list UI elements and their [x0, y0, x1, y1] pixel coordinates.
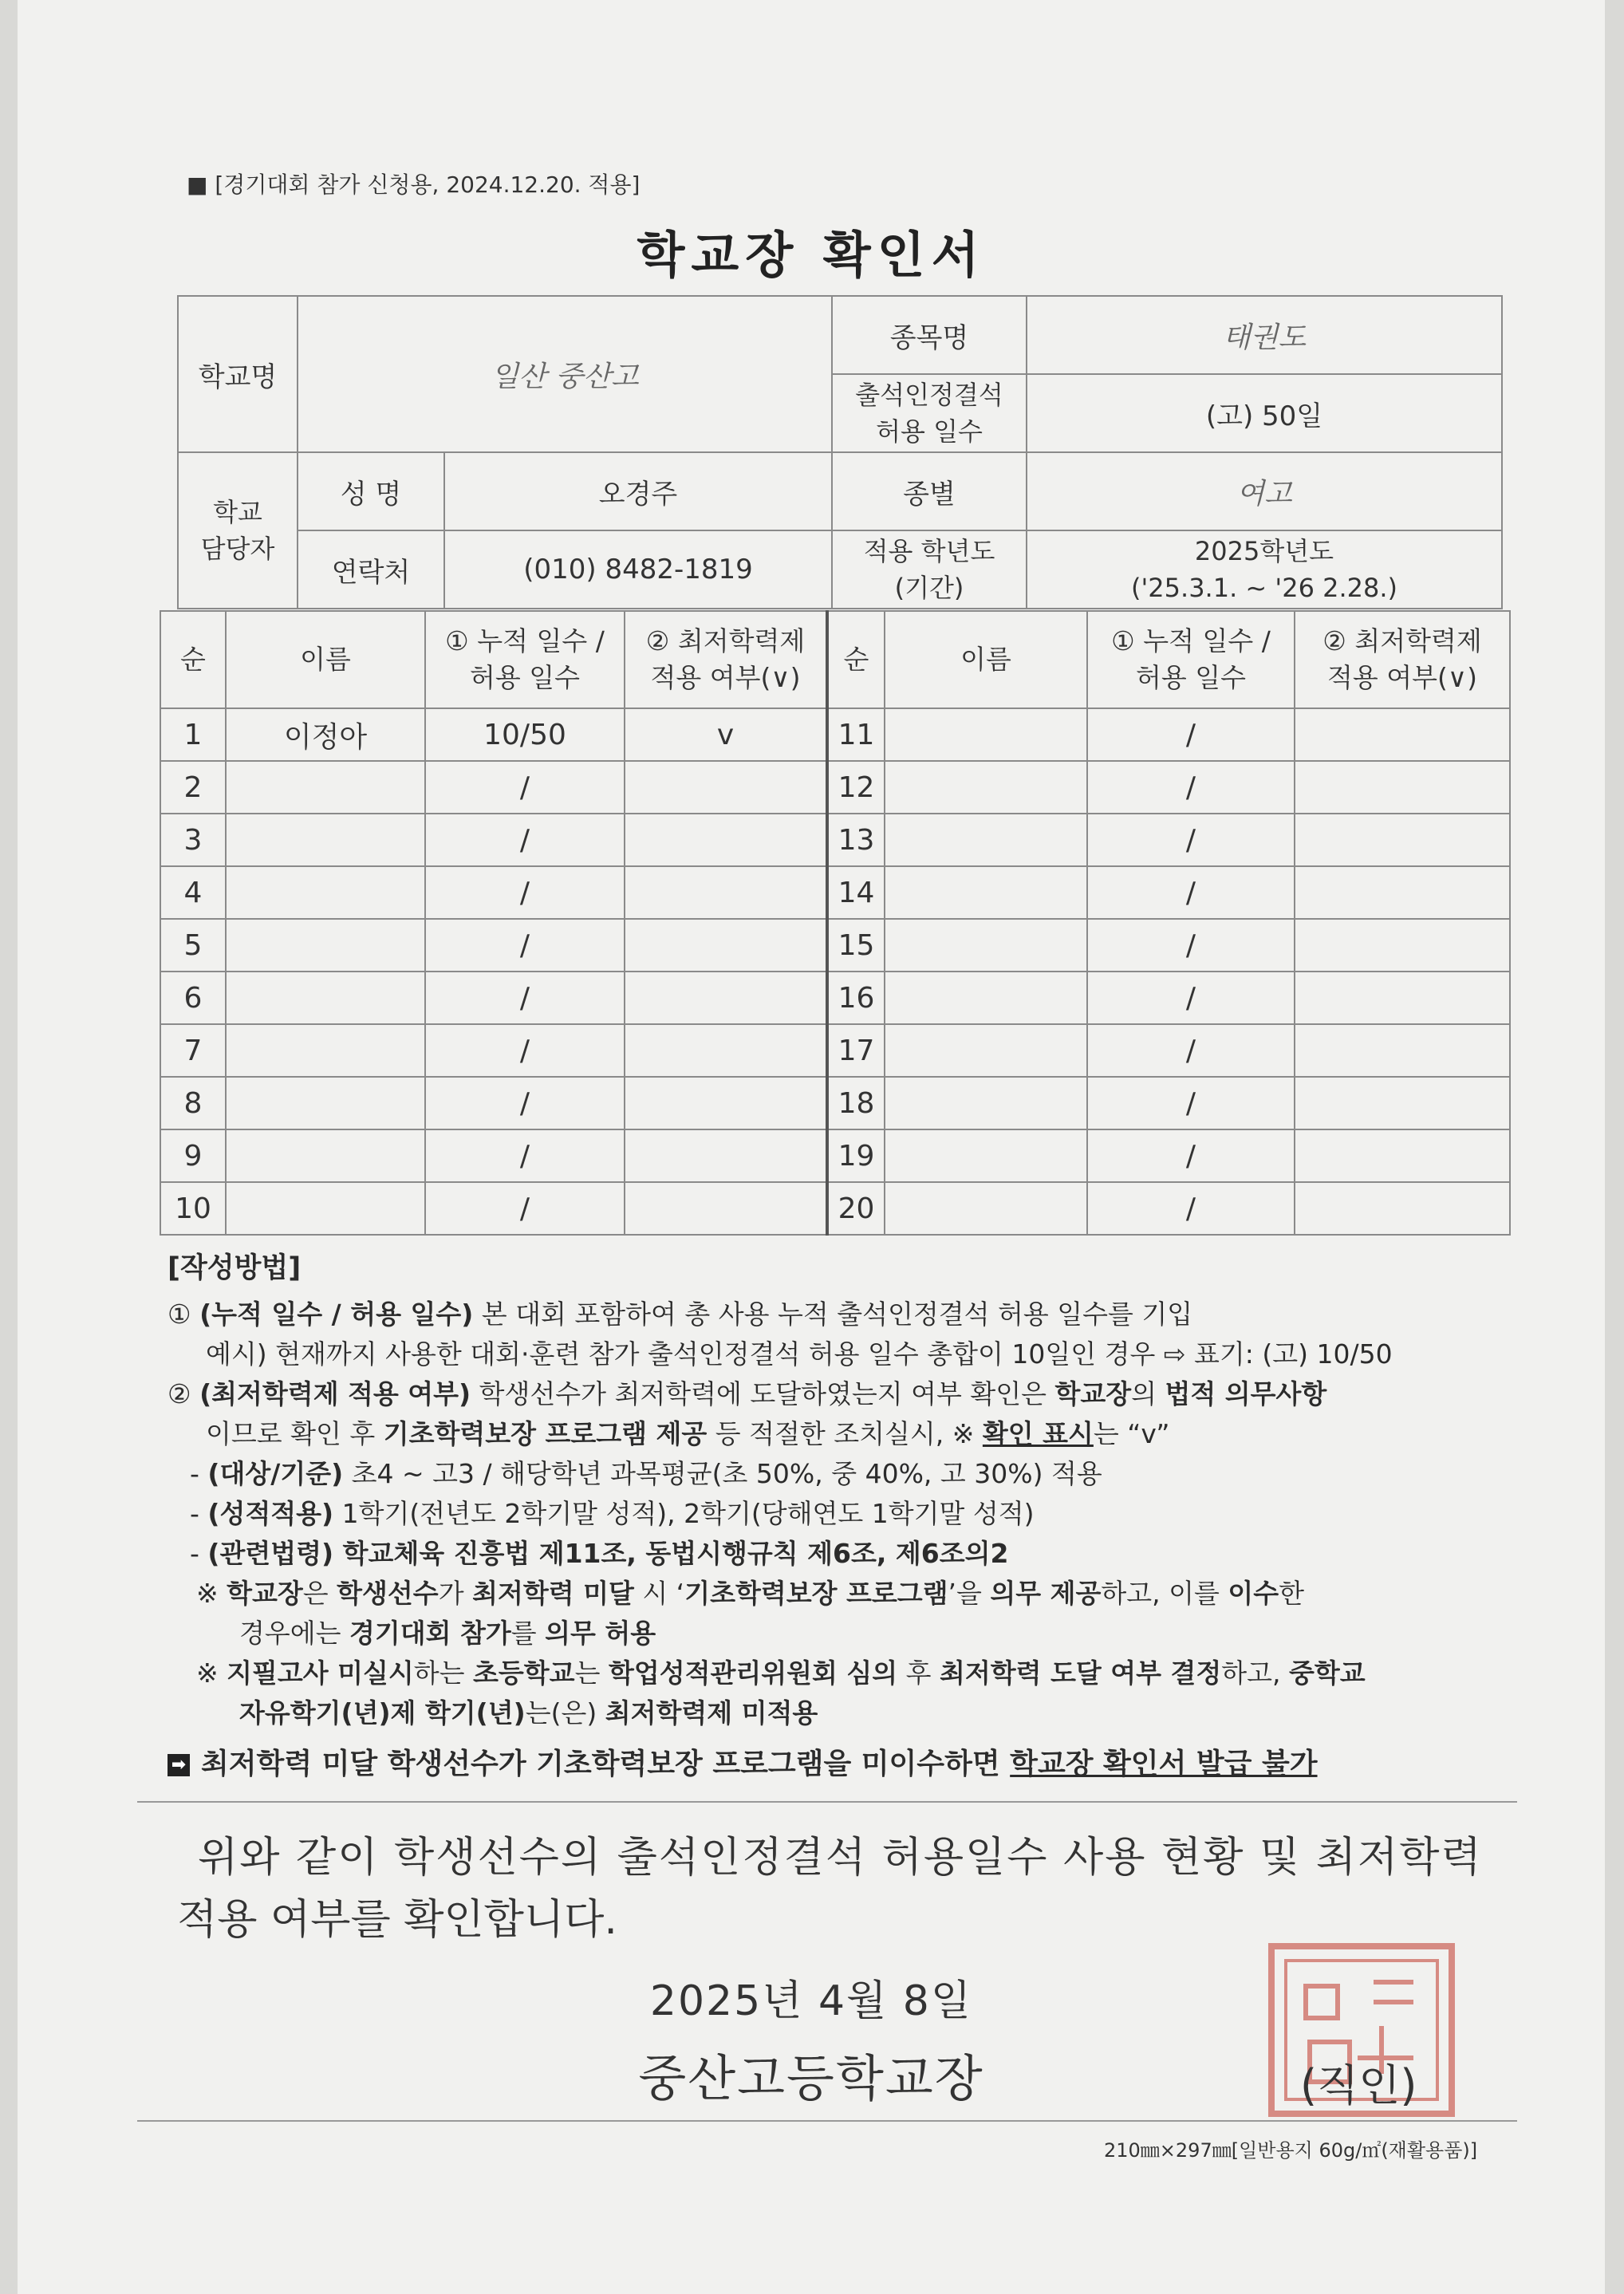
method-target: - (대상/기준) 초4 ~ 고3 / 해당학년 과목평균(초 50%, 중 40%, 고 30%) 적용: [190, 1458, 1102, 1489]
arrow-box-icon: ➡: [168, 1754, 190, 1776]
table-row: [160, 919, 1510, 972]
table-row: [160, 1024, 1510, 1077]
document-title: 학교장 확인서: [637, 226, 986, 284]
method-item-1-example: 예시) 현재까지 사용한 대회·훈련 참가 출석인정결석 허용 일수 총합이 10일인 경우 ⇨ 표기: (고) 10/50: [206, 1338, 1393, 1370]
col-name-left: 이름: [226, 611, 425, 708]
document-paper: [18, 0, 1605, 2294]
roster-cell-name: [885, 814, 1087, 866]
roster-cell-days: /: [1087, 1024, 1295, 1077]
roster-cell-min: [1295, 1024, 1510, 1077]
roster-cell-days: /: [1087, 1077, 1295, 1129]
roster-cell-days: /: [1087, 761, 1295, 814]
person-name-value: 오경주: [444, 452, 832, 530]
roster-cell-no: 15: [827, 919, 885, 972]
roster-cell-days: /: [425, 919, 625, 972]
roster-cell-name: [226, 1024, 425, 1077]
roster-cell-min: [625, 814, 827, 866]
roster-cell-no: 14: [827, 866, 885, 919]
roster-cell-days: /: [425, 1024, 625, 1077]
school-year-label: 적용 학년도 (기간): [832, 530, 1027, 609]
table-row: [160, 1182, 1510, 1235]
seal-label: (직인): [1300, 2060, 1417, 2111]
table-row: [160, 814, 1510, 866]
col-no-right: 순: [827, 611, 885, 708]
roster-cell-min: [1295, 814, 1510, 866]
roster-cell-min: [1295, 1182, 1510, 1235]
roster-cell-name: 이정아: [226, 708, 425, 761]
sport-label: 종목명: [832, 296, 1027, 374]
method-note-2: ※ 지필고사 미실시하는 초등학교는 학업성적관리위원회 심의 후 최저학력 도달 여부 결정하고, 중학교: [196, 1657, 1366, 1689]
roster-cell-min: [625, 761, 827, 814]
table-row: [160, 1077, 1510, 1129]
roster-cell-min: [1295, 972, 1510, 1024]
roster-cell-min: [1295, 761, 1510, 814]
roster-cell-no: 4: [160, 866, 226, 919]
allowed-days-value: (고) 50일: [1027, 374, 1502, 452]
roster-cell-no: 9: [160, 1129, 226, 1182]
col-days-left: ① 누적 일수 / 허용 일수: [425, 611, 625, 708]
roster-cell-name: [885, 1182, 1087, 1235]
roster-cell-days: /: [425, 866, 625, 919]
col-min-right: ② 최저학력제 적용 여부(∨): [1295, 611, 1510, 708]
roster-cell-no: 20: [827, 1182, 885, 1235]
gender-value: 여고: [1027, 452, 1502, 530]
roster-cell-days: /: [425, 972, 625, 1024]
roster-cell-min: [625, 1077, 827, 1129]
roster-cell-name: [226, 1129, 425, 1182]
method-item-1: ① (누적 일수 / 허용 일수) 본 대회 포함하여 총 사용 누적 출석인정결석 허용 일수를 기입: [168, 1299, 1193, 1330]
roster-cell-no: 3: [160, 814, 226, 866]
roster-cell-no: 10: [160, 1182, 226, 1235]
roster-cell-days: /: [425, 814, 625, 866]
roster-cell-name: [226, 972, 425, 1024]
roster-cell-days: /: [425, 761, 625, 814]
roster-cell-name: [885, 972, 1087, 1024]
roster-cell-min: [625, 972, 827, 1024]
phone-value: (010) 8482-1819: [444, 530, 832, 609]
school-year-value: 2025학년도 ('25.3.1. ~ '26 2.28.): [1027, 530, 1502, 609]
writing-method-section: [168, 1248, 1516, 1784]
roster-cell-min: [625, 1024, 827, 1077]
roster-cell-name: [226, 814, 425, 866]
table-row: [160, 972, 1510, 1024]
roster-cell-min: [625, 1129, 827, 1182]
method-item-2: ② (최저학력제 적용 여부) 학생선수가 최저학력에 도달하였는지 여부 확인은 학교장의 법적 의무사항: [168, 1378, 1327, 1409]
roster-cell-min: [1295, 708, 1510, 761]
roster-cell-days: /: [425, 1129, 625, 1182]
roster-cell-name: [885, 866, 1087, 919]
gender-label: 종별: [832, 452, 1027, 530]
method-note-2-cont: 자유학기(년)제 학기(년)는(은) 최저학력제 미적용: [239, 1697, 818, 1728]
allowed-days-label: 출석인정결석 허용 일수: [832, 374, 1027, 452]
table-row: [160, 761, 1510, 814]
col-name-right: 이름: [885, 611, 1087, 708]
roster-cell-days: /: [1087, 919, 1295, 972]
school-name-value: 일산 중산고: [298, 296, 832, 452]
table-row: [160, 1129, 1510, 1182]
roster-cell-days: /: [425, 1077, 625, 1129]
roster-cell-min: [625, 1182, 827, 1235]
paper-spec-footer: 210㎜×297㎜[일반용지 60g/㎡(재활용품)]: [1104, 2139, 1478, 2162]
roster-cell-no: 19: [827, 1129, 885, 1182]
divider-line: [137, 1801, 1517, 1803]
roster-cell-name: [885, 1129, 1087, 1182]
col-days-right: ① 누적 일수 / 허용 일수: [1087, 611, 1295, 708]
roster-cell-no: 11: [827, 708, 885, 761]
phone-label: 연락처: [298, 530, 444, 609]
roster-cell-no: 18: [827, 1077, 885, 1129]
method-law: - (관련법령) 학교체육 진흥법 제11조, 동법시행규칙 제6조, 제6조의2: [190, 1538, 1009, 1569]
method-item-2-cont: 이므로 확인 후 기초학력보장 프로그램 제공 등 적절한 조치실시, ※ 확인 표시는 “v”: [206, 1418, 1170, 1449]
roster-cell-no: 7: [160, 1024, 226, 1077]
roster-cell-no: 2: [160, 761, 226, 814]
confirmation-statement: 위와 같이 학생선수의 출석인정결석 허용일수 사용 현황 및 최저학력 적용 여부를 확인합니다.: [177, 1834, 1483, 1944]
roster-cell-name: [885, 761, 1087, 814]
roster-cell-days: /: [1087, 1129, 1295, 1182]
roster-cell-name: [226, 1077, 425, 1129]
table-row: [160, 708, 1510, 761]
roster-cell-no: 6: [160, 972, 226, 1024]
roster-cell-name: [226, 919, 425, 972]
roster-cell-days: 10/50: [425, 708, 625, 761]
roster-cell-days: /: [1087, 866, 1295, 919]
roster-cell-no: 5: [160, 919, 226, 972]
footer-line: [137, 2120, 1517, 2122]
roster-cell-no: 17: [827, 1024, 885, 1077]
roster-cell-min: [625, 866, 827, 919]
roster-cell-days: /: [1087, 1182, 1295, 1235]
roster-cell-name: [226, 1182, 425, 1235]
roster-cell-no: 13: [827, 814, 885, 866]
table-row: [160, 866, 1510, 919]
person-name-label: 성 명: [298, 452, 444, 530]
school-contact-person-label: 학교 담당자: [178, 452, 298, 609]
col-no-left: 순: [160, 611, 226, 708]
roster-cell-days: /: [1087, 972, 1295, 1024]
roster-cell-name: [885, 1024, 1087, 1077]
roster-cell-no: 8: [160, 1077, 226, 1129]
roster-cell-min: [1295, 1129, 1510, 1182]
roster-cell-name: [226, 866, 425, 919]
issue-date: 2025년 4월 8일: [649, 1977, 973, 2025]
roster-cell-min: [625, 919, 827, 972]
method-note-1-cont: 경우에는 경기대회 참가를 의무 허용: [239, 1618, 656, 1649]
principal-title: 중산고등학교장: [638, 2049, 984, 2107]
roster-cell-min: v: [625, 708, 827, 761]
method-note-1: ※ 학교장은 학생선수가 최저학력 미달 시 ‘기초학력보장 프로그램’을 의무 제공하고, 이를 이수한: [196, 1578, 1304, 1609]
roster-cell-name: [885, 708, 1087, 761]
col-min-left: ② 최저학력제 적용 여부(∨): [625, 611, 827, 708]
roster-cell-no: 16: [827, 972, 885, 1024]
sport-value: 태권도: [1027, 296, 1502, 374]
method-final-notice: ➡ 최저학력 미달 학생선수가 기초학력보장 프로그램을 미이수하면 학교장 확인서 발급 불가: [168, 1744, 1516, 1784]
roster-cell-days: /: [425, 1182, 625, 1235]
roster-cell-min: [1295, 919, 1510, 972]
roster-cell-days: /: [1087, 708, 1295, 761]
info-table: [177, 295, 1503, 609]
method-grade-applied: - (성적적용) 1학기(전년도 2학기말 성적), 2학기(당해연도 1학기말 성적): [190, 1498, 1035, 1529]
roster-cell-no: 12: [827, 761, 885, 814]
roster-cell-name: [226, 761, 425, 814]
writing-method-heading: [작성방법]: [168, 1252, 302, 1284]
student-roster-table: [160, 610, 1511, 1236]
roster-cell-days: /: [1087, 814, 1295, 866]
roster-cell-no: 1: [160, 708, 226, 761]
form-usage-note: ■ [경기대회 참가 신청용, 2024.12.20. 적용]: [187, 171, 641, 198]
roster-cell-min: [1295, 866, 1510, 919]
roster-cell-name: [885, 1077, 1087, 1129]
school-name-label: 학교명: [178, 296, 298, 452]
roster-cell-name: [885, 919, 1087, 972]
roster-cell-min: [1295, 1077, 1510, 1129]
